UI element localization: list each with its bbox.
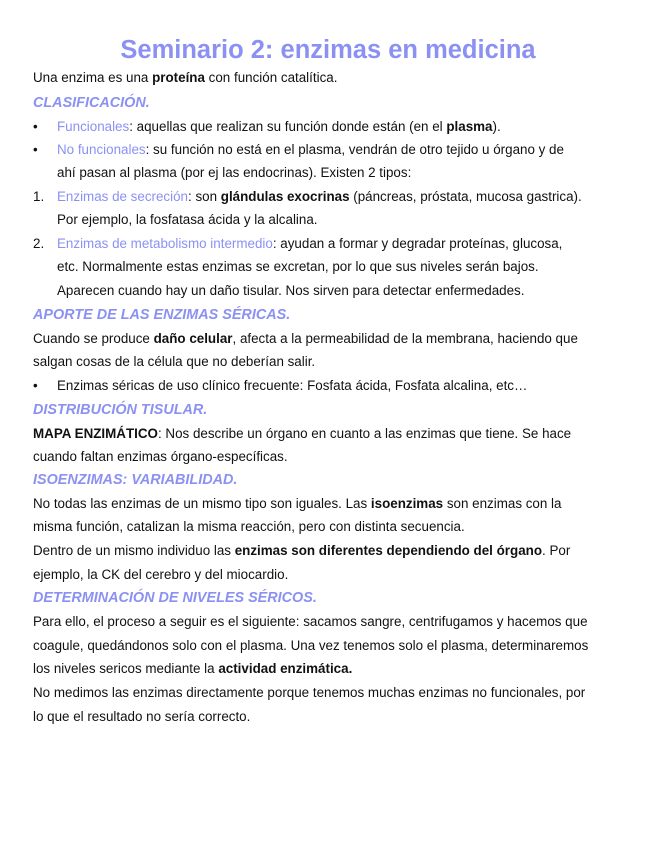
bullet-text: : su función no está en el plasma, vendrán de otro tejido u órgano y de — [145, 142, 564, 157]
isoenzimas-paragraph-2-cont: ejemplo, la CK del cerebro y del miocardio. — [33, 567, 289, 582]
intro-text-end: con función catalítica. — [204, 70, 338, 85]
determinacion-paragraph-cont-2 — [33, 661, 352, 677]
list-number: 2. — [33, 236, 45, 251]
item-bold: glándulas exocrinas — [220, 189, 350, 204]
isoenzimas-paragraph — [33, 496, 561, 512]
bullet-enzimas-sericas: Enzimas séricas de uso clínico frecuente: Fosfata ácida, Fosfata alcalina, etc… — [57, 378, 528, 393]
item-text: : son — [188, 189, 221, 204]
list-item-metabolismo — [57, 236, 562, 252]
para-text-end: , afecta a la permeabilidad de la membrana, haciendo que — [232, 331, 578, 346]
isoenzimas-paragraph-cont: misma función, catalizan la misma reacción, pero con distinta secuencia. — [33, 519, 465, 534]
bullet-funcionales — [57, 119, 501, 135]
para-bold: actividad enzimática. — [218, 661, 353, 676]
item-continuation: etc. Normalmente estas enzimas se excretan, por lo que sus niveles serán bajos. — [57, 259, 539, 274]
page-title: Seminario 2: enzimas en medicina — [120, 36, 536, 64]
bullet-bold: plasma — [446, 119, 493, 134]
bullet-marker: • — [33, 378, 38, 393]
heading-clasificacion: CLASIFICACIÓN. — [33, 95, 150, 111]
determinacion-paragraph-cont: coagule, quedándonos solo con el plasma. Una vez tenemos solo el plasma, determinaremos — [33, 638, 589, 653]
item-continuation: Por ejemplo, la fosfatasa ácida y la alcalina. — [57, 212, 318, 227]
term-no-funcionales: No funcionales — [57, 142, 146, 157]
para-text-end: son enzimas con la — [443, 496, 562, 511]
para-text: No todas las enzimas de un mismo tipo son iguales. Las — [33, 496, 371, 511]
determinacion-paragraph-2-cont: lo que el resultado no sería correcto. — [33, 709, 251, 724]
intro-text: Una enzima es una — [33, 70, 153, 85]
list-number: 1. — [33, 189, 45, 204]
para-text: Cuando se produce — [33, 331, 154, 346]
intro-paragraph — [33, 70, 337, 86]
isoenzimas-paragraph-2 — [33, 543, 570, 559]
determinacion-paragraph-2: No medimos las enzimas directamente porque tenemos muchas enzimas no funcionales, por — [33, 685, 586, 700]
para-bold: MAPA ENZIMÁTICO — [33, 426, 158, 441]
term-metabolismo: Enzimas de metabolismo intermedio — [57, 236, 273, 251]
para-text: Dentro de un mismo individuo las — [33, 543, 235, 558]
aporte-paragraph — [33, 331, 578, 347]
para-text-end: . Por — [542, 543, 571, 558]
bullet-text-end: ). — [492, 119, 501, 134]
heading-aporte: APORTE DE LAS ENZIMAS SÉRICAS. — [33, 307, 291, 323]
determinacion-paragraph: Para ello, el proceso a seguir es el siguiente: sacamos sangre, centrifugamos y hacemos que — [33, 614, 588, 629]
intro-bold: proteína — [152, 70, 205, 85]
heading-isoenzimas: ISOENZIMAS: VARIABILIDAD. — [33, 472, 238, 488]
distribucion-paragraph-cont: cuando faltan enzimas órgano-específicas. — [33, 449, 288, 464]
aporte-paragraph-cont: salgan cosas de la célula que no deberían salir. — [33, 354, 316, 369]
term-secrecion: Enzimas de secreción — [57, 189, 188, 204]
term-funcionales: Funcionales — [57, 119, 130, 134]
item-text-end: (páncreas, próstata, mucosa gastrica). — [349, 189, 582, 204]
para-bold: daño celular — [153, 331, 233, 346]
para-bold: enzimas son diferentes dependiendo del órgano — [234, 543, 542, 558]
bullet-marker: • — [33, 119, 38, 134]
bullet-marker: • — [33, 142, 38, 157]
para-text: los niveles sericos mediante la — [33, 661, 219, 676]
list-item-secrecion — [57, 189, 582, 205]
para-text: : Nos describe un órgano en cuanto a las enzimas que tiene. Se hace — [157, 426, 572, 441]
heading-determinacion: DETERMINACIÓN DE NIVELES SÉRICOS. — [33, 590, 317, 606]
item-continuation: Aparecen cuando hay un daño tisular. Nos sirven para detectar enfermedades. — [57, 283, 525, 298]
bullet-text: : aquellas que realizan su función donde están (en el — [129, 119, 447, 134]
distribucion-paragraph — [33, 426, 571, 442]
bullet-continuation: ahí pasan al plasma (por ej las endocrinas). Existen 2 tipos: — [57, 165, 412, 180]
bullet-no-funcionales — [57, 142, 564, 158]
item-text: : ayudan a formar y degradar proteínas, glucosa, — [272, 236, 563, 251]
para-bold: isoenzimas — [370, 496, 444, 511]
heading-distribucion: DISTRIBUCIÓN TISULAR. — [33, 402, 208, 418]
